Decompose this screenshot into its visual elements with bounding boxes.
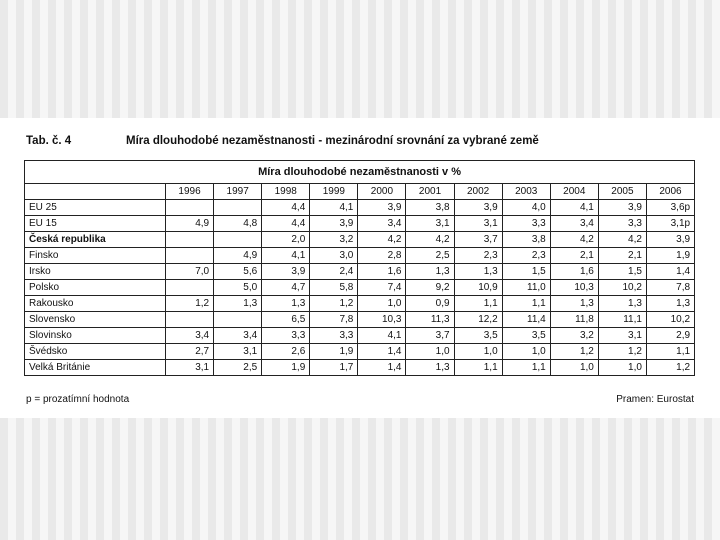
value-cell: 1,1 <box>454 296 502 312</box>
value-cell: 5,0 <box>214 280 262 296</box>
table-row <box>25 216 695 232</box>
value-cell: 4,8 <box>214 216 262 232</box>
value-cell: 6,5 <box>262 312 310 328</box>
value-cell: 4,4 <box>262 216 310 232</box>
value-cell: 1,2 <box>598 344 646 360</box>
value-cell: 3,4 <box>358 216 406 232</box>
value-cell: 1,3 <box>598 296 646 312</box>
table-row <box>25 296 695 312</box>
table-number: Tab. č. 4 <box>26 135 72 147</box>
value-cell: 1,3 <box>406 264 454 280</box>
value-cell: 2,3 <box>502 248 550 264</box>
table-row <box>25 280 695 296</box>
value-cell: 1,4 <box>646 264 694 280</box>
value-cell: 9,2 <box>406 280 454 296</box>
value-cell: 1,9 <box>262 360 310 376</box>
value-cell <box>166 232 214 248</box>
slide-background-bottom <box>0 418 720 540</box>
country-header-cell <box>25 184 166 200</box>
value-cell: 3,5 <box>454 328 502 344</box>
value-cell: 2,4 <box>310 264 358 280</box>
table-title: Míra dlouhodobé nezaměstnanosti v % <box>25 161 695 184</box>
value-cell: 3,1 <box>214 344 262 360</box>
value-cell: 3,1 <box>598 328 646 344</box>
value-cell: 1,1 <box>646 344 694 360</box>
value-cell: 2,9 <box>646 328 694 344</box>
value-cell: 11,0 <box>502 280 550 296</box>
value-cell: 3,4 <box>166 328 214 344</box>
country-cell: Slovinsko <box>25 328 166 344</box>
country-cell: Finsko <box>25 248 166 264</box>
year-header-1998: 1998 <box>262 184 310 200</box>
country-cell: Slovensko <box>25 312 166 328</box>
value-cell: 1,0 <box>406 344 454 360</box>
table-row <box>25 200 695 216</box>
value-cell: 3,7 <box>454 232 502 248</box>
value-cell: 1,3 <box>406 360 454 376</box>
value-cell: 4,1 <box>310 200 358 216</box>
value-cell: 3,1 <box>406 216 454 232</box>
country-cell: Irsko <box>25 264 166 280</box>
year-header-1997: 1997 <box>214 184 262 200</box>
value-cell: 1,0 <box>454 344 502 360</box>
value-cell <box>166 280 214 296</box>
value-cell: 4,2 <box>598 232 646 248</box>
value-cell: 1,1 <box>454 360 502 376</box>
value-cell: 1,0 <box>502 344 550 360</box>
value-cell: 1,9 <box>646 248 694 264</box>
value-cell: 10,2 <box>646 312 694 328</box>
year-header-2006: 2006 <box>646 184 694 200</box>
value-cell: 7,8 <box>310 312 358 328</box>
value-cell: 10,3 <box>358 312 406 328</box>
value-cell <box>214 312 262 328</box>
value-cell: 1,1 <box>502 360 550 376</box>
value-cell: 3,2 <box>310 232 358 248</box>
value-cell: 1,0 <box>550 360 598 376</box>
value-cell: 1,6 <box>550 264 598 280</box>
table-row <box>25 312 695 328</box>
value-cell: 2,7 <box>166 344 214 360</box>
country-cell: EU 25 <box>25 200 166 216</box>
value-cell: 3,3 <box>502 216 550 232</box>
table-row <box>25 344 695 360</box>
value-cell: 1,2 <box>166 296 214 312</box>
value-cell: 11,3 <box>406 312 454 328</box>
table-row <box>25 264 695 280</box>
value-cell: 11,1 <box>598 312 646 328</box>
table-footer <box>26 394 694 405</box>
value-cell: 1,7 <box>310 360 358 376</box>
value-cell: 3,9 <box>262 264 310 280</box>
table-caption <box>26 135 539 147</box>
value-cell: 10,3 <box>550 280 598 296</box>
table-container <box>24 160 694 376</box>
value-cell: 1,3 <box>214 296 262 312</box>
value-cell: 3,9 <box>310 216 358 232</box>
value-cell <box>166 200 214 216</box>
table-body <box>25 200 695 376</box>
value-cell: 2,1 <box>598 248 646 264</box>
value-cell <box>214 200 262 216</box>
year-header-1996: 1996 <box>166 184 214 200</box>
value-cell: 2,5 <box>406 248 454 264</box>
value-cell: 7,8 <box>646 280 694 296</box>
value-cell: 3,9 <box>454 200 502 216</box>
value-cell: 1,3 <box>262 296 310 312</box>
value-cell: 3,9 <box>598 200 646 216</box>
value-cell: 1,3 <box>454 264 502 280</box>
value-cell: 1,2 <box>310 296 358 312</box>
value-cell: 2,0 <box>262 232 310 248</box>
year-header-2002: 2002 <box>454 184 502 200</box>
country-cell: Rakousko <box>25 296 166 312</box>
value-cell: 3,1p <box>646 216 694 232</box>
value-cell: 3,5 <box>502 328 550 344</box>
year-header-row <box>25 184 695 200</box>
value-cell <box>166 248 214 264</box>
value-cell: 3,3 <box>310 328 358 344</box>
value-cell: 1,2 <box>550 344 598 360</box>
value-cell: 4,2 <box>550 232 598 248</box>
year-header-2003: 2003 <box>502 184 550 200</box>
value-cell: 3,0 <box>310 248 358 264</box>
year-header-1999: 1999 <box>310 184 358 200</box>
country-cell: Česká republika <box>25 232 166 248</box>
value-cell: 4,1 <box>262 248 310 264</box>
year-header-2005: 2005 <box>598 184 646 200</box>
value-cell: 1,1 <box>502 296 550 312</box>
value-cell: 3,3 <box>262 328 310 344</box>
source-note: Pramen: Eurostat <box>616 394 694 405</box>
value-cell: 3,4 <box>214 328 262 344</box>
value-cell: 2,3 <box>454 248 502 264</box>
value-cell: 11,8 <box>550 312 598 328</box>
value-cell: 7,0 <box>166 264 214 280</box>
value-cell: 2,8 <box>358 248 406 264</box>
year-header-2000: 2000 <box>358 184 406 200</box>
table-row <box>25 328 695 344</box>
value-cell: 2,5 <box>214 360 262 376</box>
value-cell: 1,3 <box>646 296 694 312</box>
value-cell: 3,9 <box>646 232 694 248</box>
value-cell: 3,7 <box>406 328 454 344</box>
value-cell: 1,4 <box>358 360 406 376</box>
value-cell: 4,7 <box>262 280 310 296</box>
country-cell: EU 15 <box>25 216 166 232</box>
value-cell <box>214 232 262 248</box>
value-cell: 11,4 <box>502 312 550 328</box>
value-cell: 12,2 <box>454 312 502 328</box>
value-cell: 4,1 <box>550 200 598 216</box>
value-cell: 1,0 <box>598 360 646 376</box>
value-cell: 10,9 <box>454 280 502 296</box>
table-caption-title: Míra dlouhodobé nezaměstnanosti - mezinárodní srovnání za vybrané země <box>126 135 539 147</box>
value-cell: 0,9 <box>406 296 454 312</box>
value-cell <box>166 312 214 328</box>
value-cell: 1,9 <box>310 344 358 360</box>
value-cell: 4,9 <box>214 248 262 264</box>
slide-background-top <box>0 0 720 118</box>
country-cell: Polsko <box>25 280 166 296</box>
value-cell: 4,2 <box>406 232 454 248</box>
table-title-row <box>25 161 695 184</box>
value-cell: 1,2 <box>646 360 694 376</box>
value-cell: 10,2 <box>598 280 646 296</box>
value-cell: 1,5 <box>598 264 646 280</box>
unemployment-table <box>24 160 695 376</box>
value-cell: 1,0 <box>358 296 406 312</box>
year-header-2001: 2001 <box>406 184 454 200</box>
value-cell: 3,9 <box>358 200 406 216</box>
value-cell: 4,0 <box>502 200 550 216</box>
year-header-2004: 2004 <box>550 184 598 200</box>
value-cell: 3,8 <box>502 232 550 248</box>
value-cell: 3,2 <box>550 328 598 344</box>
value-cell: 2,6 <box>262 344 310 360</box>
value-cell: 1,4 <box>358 344 406 360</box>
country-cell: Švédsko <box>25 344 166 360</box>
table-row <box>25 232 695 248</box>
value-cell: 4,2 <box>358 232 406 248</box>
value-cell: 2,1 <box>550 248 598 264</box>
table-row <box>25 360 695 376</box>
value-cell: 7,4 <box>358 280 406 296</box>
value-cell: 4,9 <box>166 216 214 232</box>
value-cell: 3,4 <box>550 216 598 232</box>
value-cell: 3,1 <box>166 360 214 376</box>
value-cell: 1,6 <box>358 264 406 280</box>
value-cell: 5,8 <box>310 280 358 296</box>
value-cell: 3,3 <box>598 216 646 232</box>
value-cell: 1,5 <box>502 264 550 280</box>
value-cell: 3,8 <box>406 200 454 216</box>
value-cell: 3,1 <box>454 216 502 232</box>
value-cell: 3,6p <box>646 200 694 216</box>
value-cell: 5,6 <box>214 264 262 280</box>
value-cell: 4,1 <box>358 328 406 344</box>
value-cell: 4,4 <box>262 200 310 216</box>
table-row <box>25 248 695 264</box>
footnote: p = prozatímní hodnota <box>26 394 130 405</box>
value-cell: 1,3 <box>550 296 598 312</box>
country-cell: Velká Británie <box>25 360 166 376</box>
